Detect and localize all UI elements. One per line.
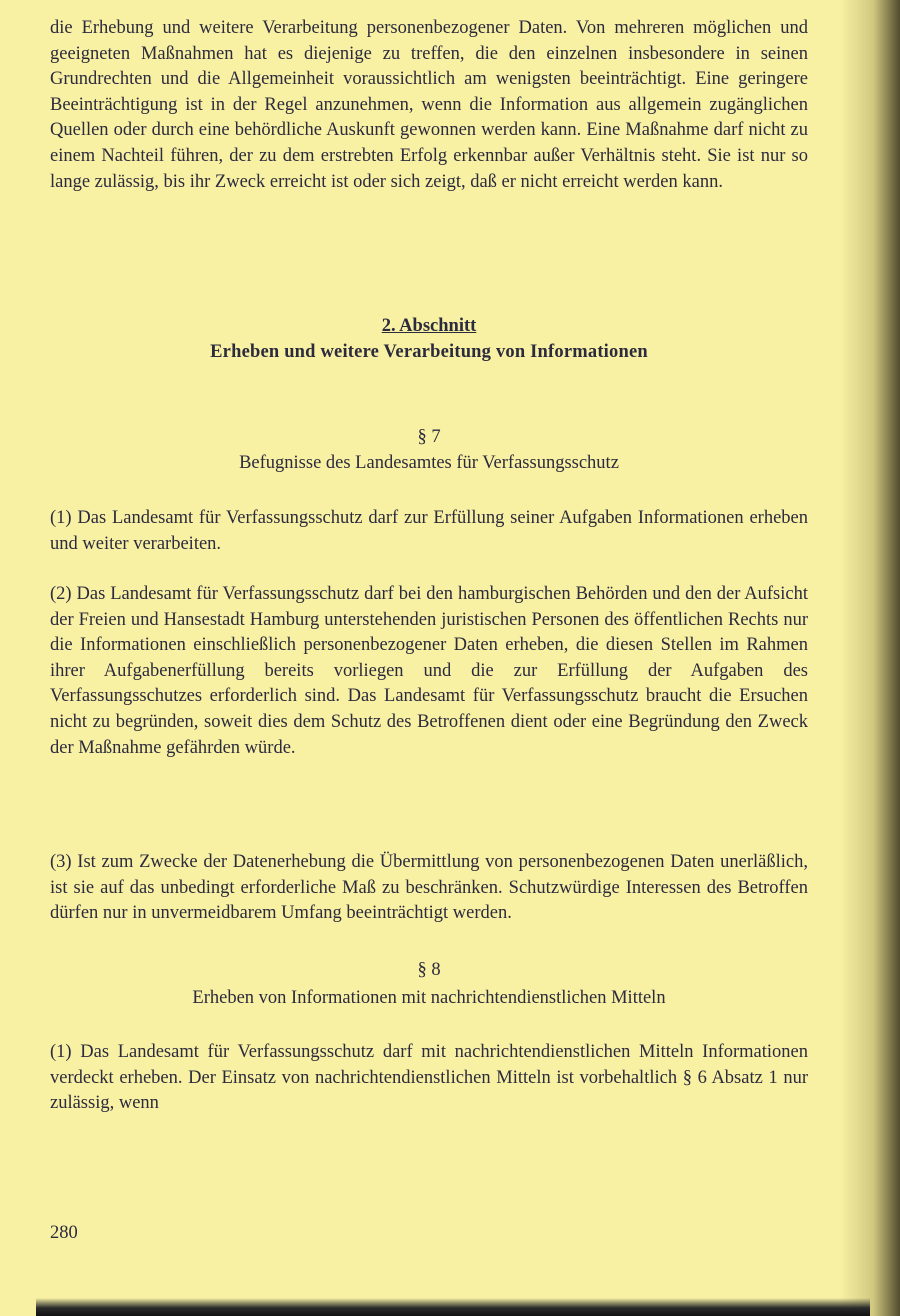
section-title: Erheben und weitere Verarbeitung von Informationen <box>210 342 648 362</box>
paragraph-8-clause-1: (1) Das Landesamt für Verfassungsschutz darf mit nachrichtendienstlichen Mitteln Informationen verdeckt erheben. Der Einsatz von nachrichtendienstlichen Mitteln ist vorbehaltlich § 6 Absatz 1 nur zulässig, wenn <box>50 1042 808 1114</box>
paragraph-8-number: § 8 <box>417 960 441 980</box>
intro-paragraph: die Erhebung und weitere Verarbeitung personenbezogener Daten. Von mehreren möglichen und geeigneten Maßnahmen hat es diejenige zu treffen, die den einzelnen insbesondere in seinen Grundrechten und die Allgemeinheit voraussichtlich am wenigsten beeinträchtigt. Eine geringere Beeinträchtigung ist in der Regel anzunehmen, wenn die Information aus allgemein zugänglichen Quellen oder durch eine behördliche Auskunft gewonnen werden kann. Eine Maßnahme darf nicht zu einem Nachteil führen, der zu dem erstrebten Erfolg erkennbar außer Verhältnis steht. Sie ist nur so lange zulässig, bis ihr Zweck erreicht ist oder sich zeigt, daß er nicht erreicht werden kann. <box>50 18 808 192</box>
scan-bottom-edge <box>36 1298 870 1316</box>
page-edge-shadow <box>840 0 900 1316</box>
paragraph-7-number: § 7 <box>417 427 441 447</box>
paragraph-8-title: Erheben von Informationen mit nachrichtendienstlichen Mitteln <box>192 988 666 1008</box>
paragraph-7-clause-3: (3) Ist zum Zwecke der Datenerhebung die Übermittlung von personenbezogenen Daten unerläßlich, ist sie auf das unbedingt erforderliche Maß zu beschränken. Schutzwürdige Interessen des Betroffen dürfen nur in unvermeidbarem Umfang beeinträchtigt werden. <box>50 852 808 924</box>
paragraph-7-clause-1: (1) Das Landesamt für Verfassungsschutz darf zur Erfüllung seiner Aufgaben Informationen erheben und weiter verarbeiten. <box>50 508 808 554</box>
paragraph-7-title: Befugnisse des Landesamtes für Verfassungsschutz <box>239 453 619 473</box>
paragraph-7-clause-2: (2) Das Landesamt für Verfassungsschutz darf bei den hamburgischen Behörden und den der Aufsicht der Freien und Hansestadt Hamburg unterstehenden juristischen Personen des öffentlichen Rechts nur die Informationen einschließlich personenbezogener Daten erheben, die diesen Stellen im Rahmen ihrer Aufgabenerfüllung bereits vorliegen und die zur Erfüllung der Aufgaben des Verfassungsschutzes erforderlich sind. Das Landesamt für Verfassungsschutz braucht die Ersuchen nicht zu begründen, soweit dies dem Schutz des Betroffenen dient oder eine Begründung den Zweck der Maßnahme gefährden würde. <box>50 584 808 758</box>
section-label: 2. Abschnitt <box>381 316 477 336</box>
page-number: 280 <box>50 1223 78 1243</box>
